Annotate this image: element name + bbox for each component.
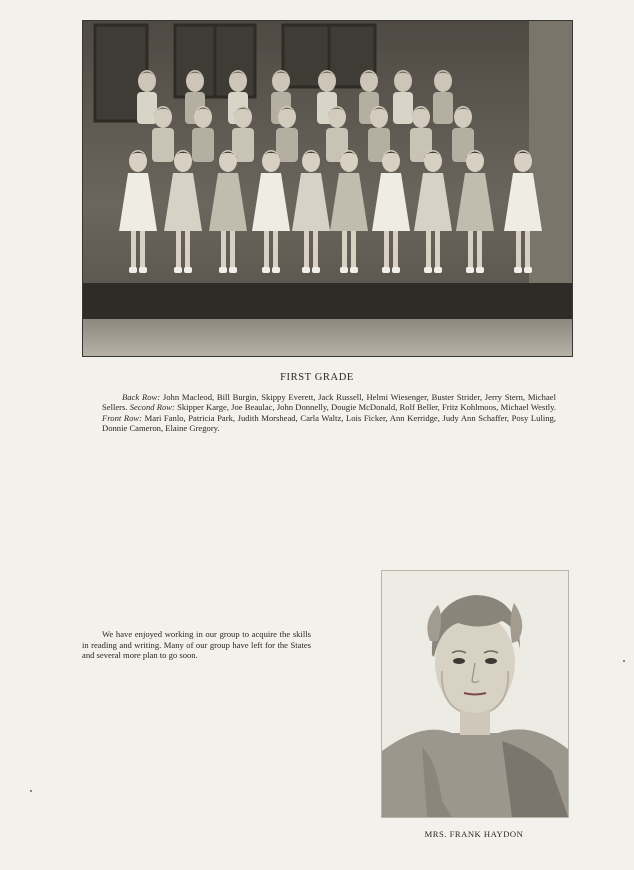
class-photo-illustration bbox=[83, 21, 572, 356]
second-row-names: Skipper Karge, Joe Beaulac, John Donnelly, Dougie McDonald, Rolf Beller, Fritz Kohlmoos, Michael Westly. bbox=[177, 402, 556, 413]
back-row-label: Back Row: bbox=[122, 392, 161, 402]
front-row-names: Mari Fanlo, Patricia Park, Judith Morshead, Carla Waltz, Lois Ficker, Ann Kerridge, Judy Ann Schaffer, Posy Luling, Donnie Cameron, Elaine Gregory. bbox=[102, 412, 556, 433]
teacher-portrait bbox=[381, 570, 569, 818]
back-row-child bbox=[393, 70, 413, 124]
back-row-names: John Macleod, Bill Burgin, Skippy Everett, Jack Russell, Helmi Wiesenger, Buster Strider, Jerry Stern, Michael Sellers. bbox=[102, 392, 556, 413]
back-row-child bbox=[137, 70, 157, 124]
second-row-child bbox=[192, 106, 214, 162]
ground bbox=[83, 319, 572, 356]
front-row-label: Front Row: bbox=[102, 412, 143, 423]
page-speck bbox=[623, 660, 625, 662]
second-row-child bbox=[276, 106, 298, 162]
second-row-child bbox=[232, 106, 254, 162]
class-statement: We have enjoyed working in our group to acquire the skills in reading and writing. Many of our group have left for the States and several more plan to go soon. bbox=[82, 629, 311, 661]
second-row-label: Second Row: bbox=[129, 402, 175, 413]
doorway-column bbox=[529, 21, 572, 301]
teacher-name-caption: MRS. FRANK HAYDON bbox=[424, 829, 524, 839]
bench-shadow bbox=[83, 283, 572, 323]
section-title: FIRST GRADE bbox=[280, 372, 354, 383]
second-row-child bbox=[152, 106, 174, 162]
class-photo bbox=[82, 20, 573, 357]
class-roster-caption bbox=[102, 392, 556, 433]
back-row-child bbox=[433, 70, 453, 124]
page-speck bbox=[30, 790, 32, 792]
teacher-portrait-illustration bbox=[382, 571, 568, 817]
